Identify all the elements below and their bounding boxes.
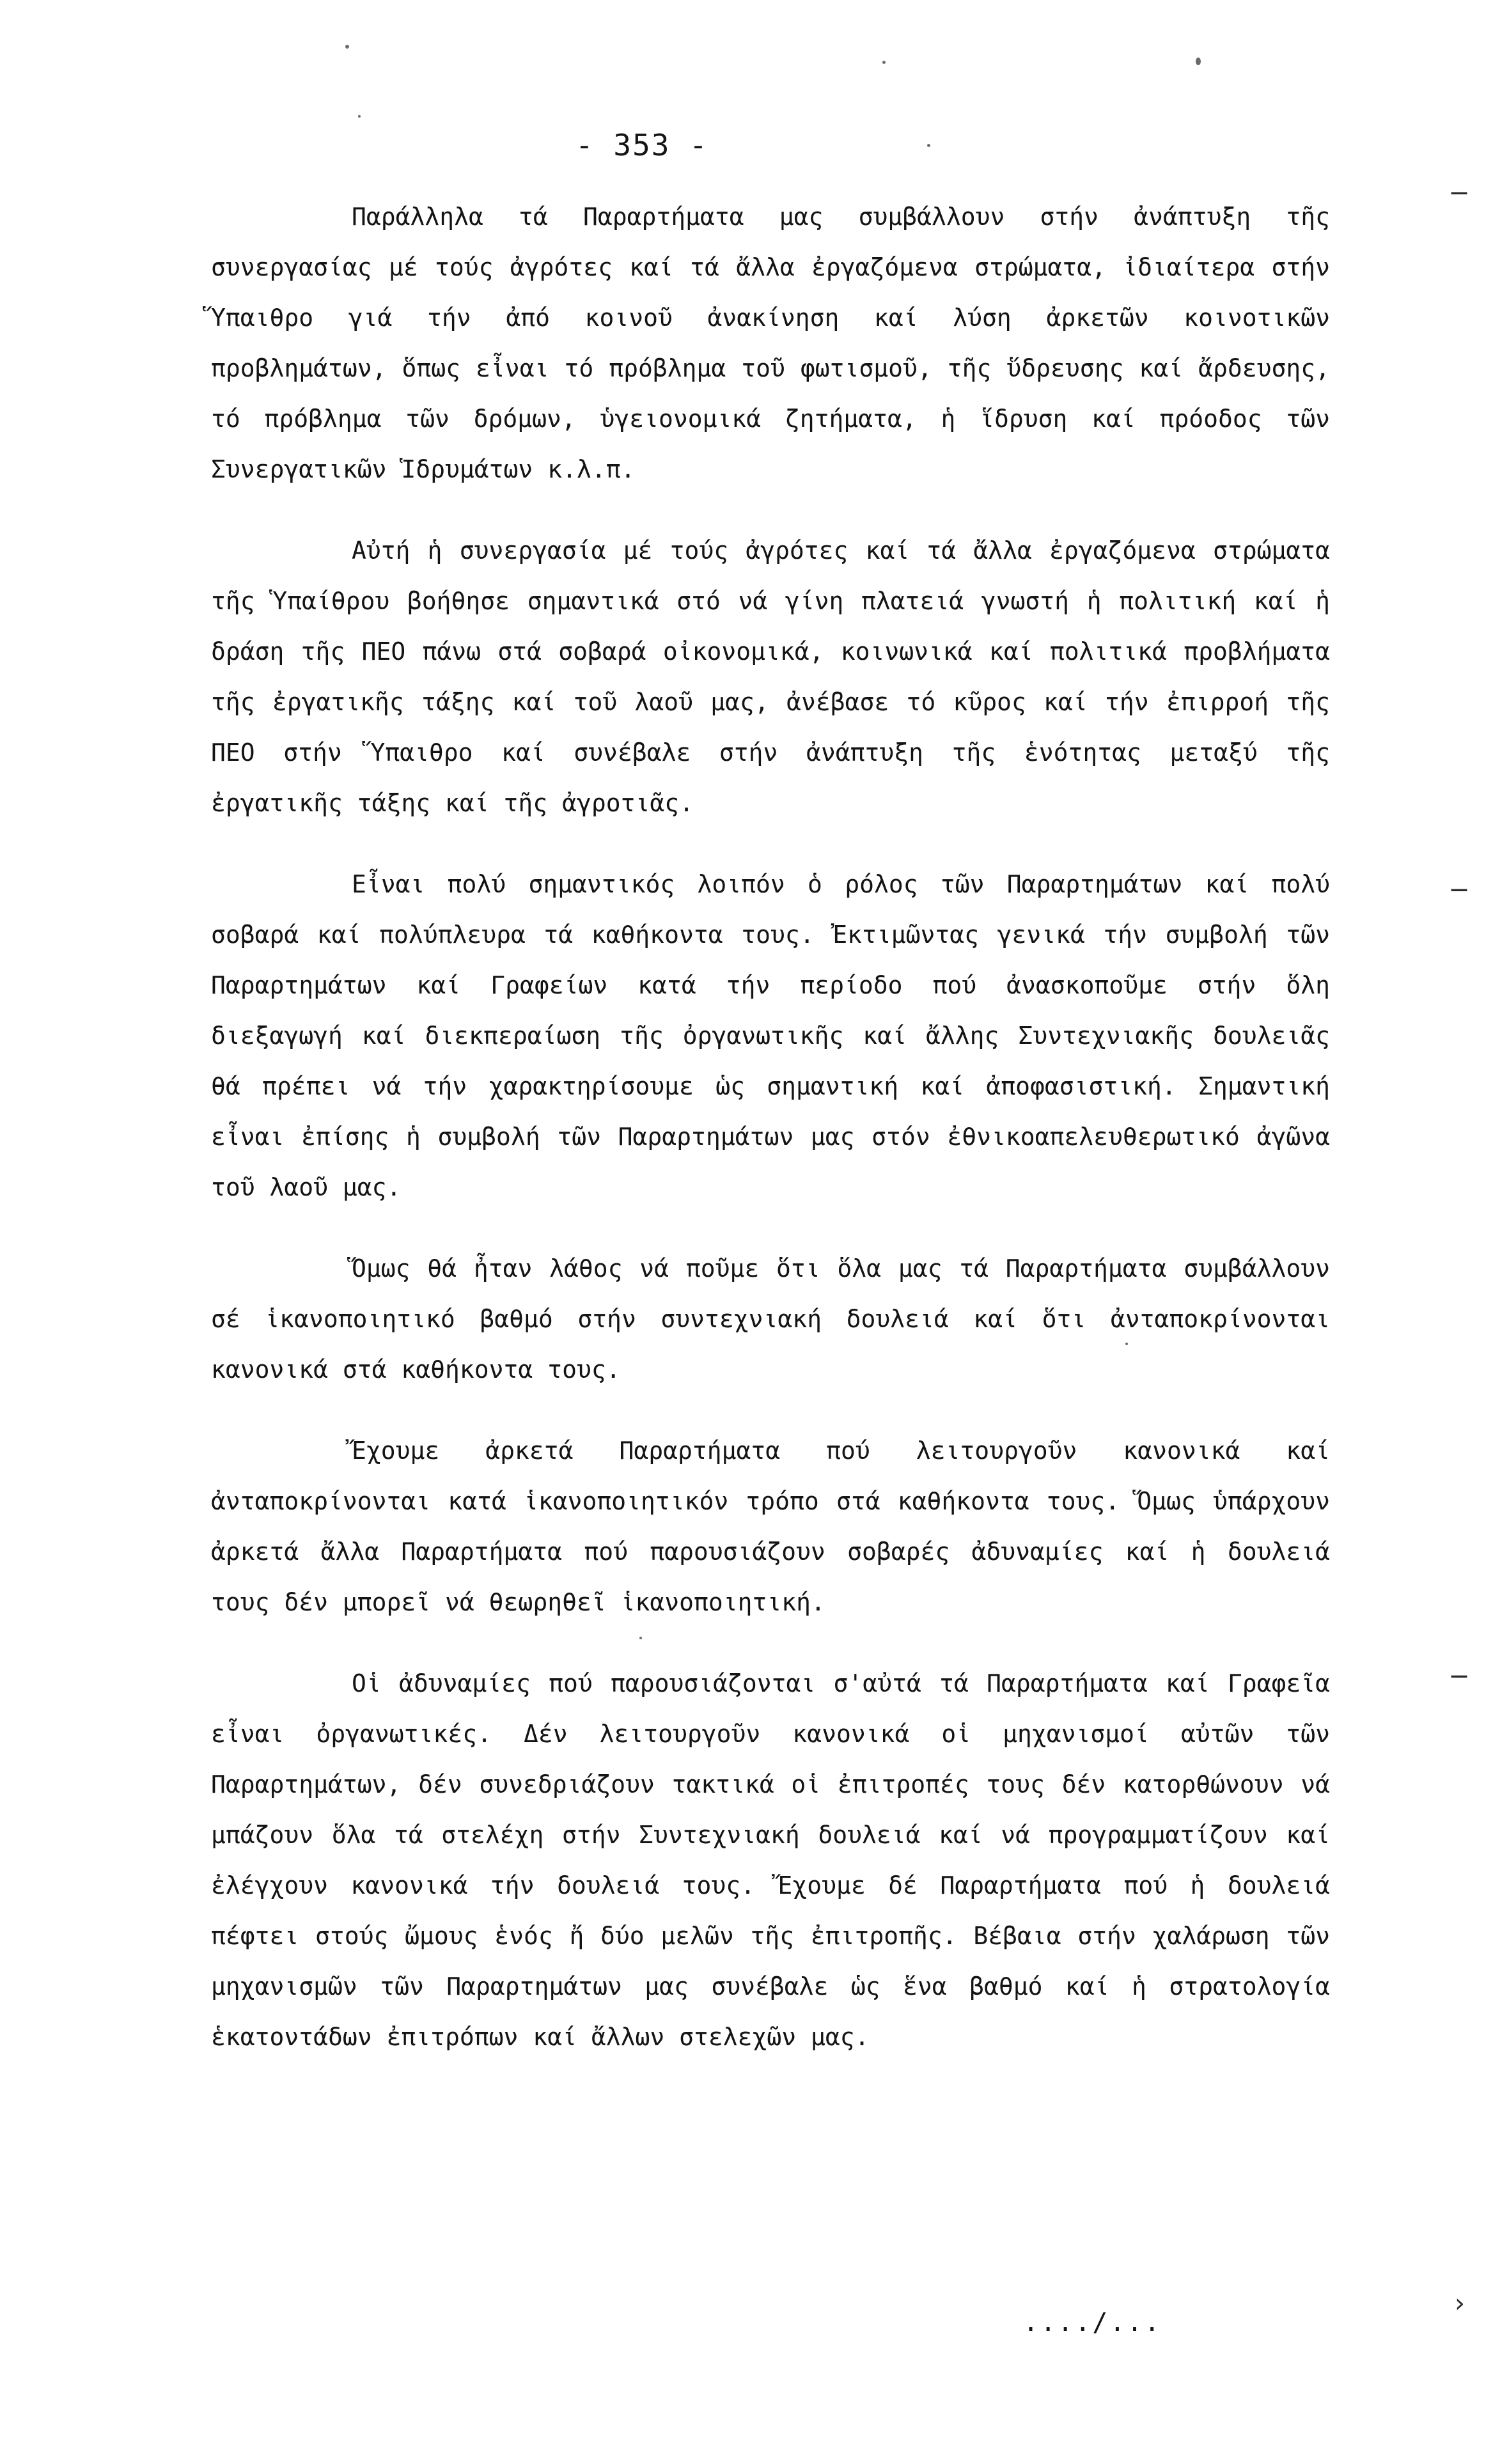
margin-tick-icon: ─	[1451, 1662, 1467, 1692]
margin-tick-icon: ›	[1455, 2289, 1465, 2318]
paragraph-6: Οἱ ἀδυναμίες πού παρουσιάζονται σ'αὐτά τά Παραρτήματα καί Γραφεῖα εἶναι ὀργανωτικές. Δέν λειτουργοῦν κανονικά οἱ μηχανισμοί αὐτῶν τῶν Παραρτημάτων, δέν συνεδριάζουν τακτικά οἱ ἐπιτροπές τους δέν κατορθώνουν νά μπάζουν ὅλα τά στελέχη στήν Συντεχνιακή δουλειά καί νά προγραμματίζουν καί ἐλέγχουν κανονικά τήν δουλειά τους. Ἔχουμε δέ Παραρτήματα πού ἡ δουλειά πέφτει στούς ὤμους ἑνός ἤ δύο μελῶν τῆς ἐπιτροπῆς. Βέβαια στήν χαλάρωση τῶν μηχανισμῶν τῶν Παραρτημάτων μας συνέβαλε ὡς ἕνα βαθμό καί ἡ στρατολογία ἑκατοντάδων ἐπιτρόπων καί ἄλλων στελεχῶν μας.	[211, 1669, 1330, 2051]
scan-speck	[1125, 1343, 1128, 1345]
paragraph-4: Ὅμως θά ἦταν λάθος νά ποῦμε ὅτι ὅλα μας τά Παραρτήματα συμβάλλουν σέ ἱκανοποιητικό βαθμό στήν συντεχνιακή δουλειά καί ὅτι ἀνταποκρίνονται κανονικά στά καθήκοντα τους.	[211, 1254, 1330, 1384]
paragraph-2: Αὐτή ἡ συνεργασία μέ τούς ἀγρότες καί τά ἄλλα ἐργαζόμενα στρώματα τῆς Ὑπαίθρου βοήθησε σημαντικά στό νά γίνη πλατειά γνωστή ἡ πολιτική καί ἡ δράση τῆς ΠΕΟ πάνω στά σοβαρά οἰκονομικά, κοινωνικά καί πολιτικά προβλήματα τῆς ἐργατικῆς τάξης καί τοῦ λαοῦ μας, ἀνέβασε τό κῦρος καί τήν ἐπιρροή τῆς ΠΕΟ στήν Ὕπαιθρο καί συνέβαλε στήν ἀνάπτυξη τῆς ἑνότητας μεταξύ τῆς ἐργατικῆς τάξης καί τῆς ἀγροτιᾶς.	[211, 536, 1330, 817]
paragraph-5: Ἔχουμε ἀρκετά Παραρτήματα πού λειτουργοῦν κανονικά καί ἀνταποκρίνονται κατά ἱκανοποιητικόν τρόπο στά καθήκοντα τους. Ὅμως ὑπάρχουν ἀρκετά ἄλλα Παραρτήματα πού παρουσιάζουν σοβαρές ἀδυναμίες καί ἡ δουλειά τους δέν μπορεῖ νά θεωρηθεῖ ἱκανοποιητική.	[211, 1437, 1330, 1616]
paragraph-3: Εἶναι πολύ σημαντικός λοιπόν ὁ ρόλος τῶν Παραρτημάτων καί πολύ σοβαρά καί πολύπλευρα τά καθήκοντα τους. Ἐκτιμῶντας γενικά τήν συμβολή τῶν Παραρτημάτων καί Γραφείων κατά τήν περίοδο πού ἀνασκοποῦμε στήν ὅλη διεξαγωγή καί διεκπεραίωση τῆς ὀργανωτικῆς καί ἄλλης Συντεχνιακῆς δουλειᾶς θά πρέπει νά τήν χαρακτηρίσουμε ὡς σημαντική καί ἀποφασιστική. Σημαντική εἶναι ἐπίσης ἡ συμβολή τῶν Παραρτημάτων μας στόν ἐθνικοαπελευθερωτικό ἀγῶνα τοῦ λαοῦ μας.	[211, 870, 1330, 1201]
margin-tick-icon: ─	[1451, 179, 1467, 208]
body-text	[211, 192, 1330, 2062]
page-number: - 353 -	[575, 128, 708, 162]
margin-tick-icon: ─	[1451, 876, 1467, 905]
scan-speck	[1196, 58, 1201, 65]
scan-speck	[639, 1637, 642, 1639]
scan-speck	[358, 115, 361, 118]
paragraph-1: Παράλληλα τά Παραρτήματα μας συμβάλλουν στήν ἀνάπτυξη τῆς συνεργασίας μέ τούς ἀγρότες καί τά ἄλλα ἐργαζόμενα στρώματα, ἰδιαίτερα στήν Ὕπαιθρο γιά τήν ἀπό κοινοῦ ἀνακίνηση καί λύση ἀρκετῶν κοινοτικῶν προβλημάτων, ὅπως εἶναι τό πρόβλημα τοῦ φωτισμοῦ, τῆς ὕδρευσης καί ἄρδευσης, τό πρόβλημα τῶν δρόμων, ὑγειονομικά ζητήματα, ἡ ἵδρυση καί πρόοδος τῶν Συνεργατικῶν Ἱδρυμάτων κ.λ.π.	[211, 203, 1330, 483]
scan-speck	[345, 45, 349, 49]
continuation-mark: ..../...	[1023, 2308, 1162, 2337]
scan-speck	[927, 144, 930, 147]
scan-speck	[882, 61, 886, 64]
